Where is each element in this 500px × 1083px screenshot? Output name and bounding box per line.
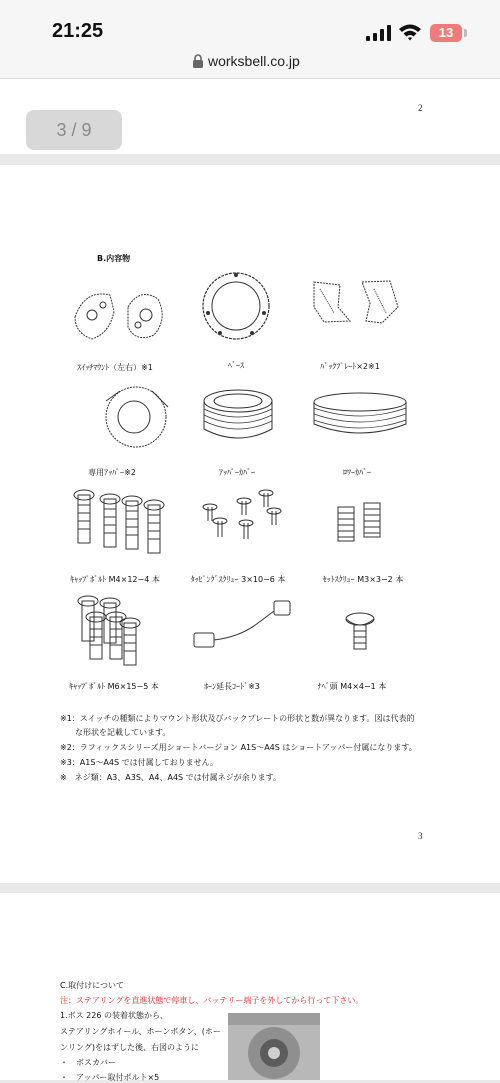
caption-dedicated-upper: 専用ｱｯﾊﾟｰ※2 bbox=[88, 468, 136, 477]
step-line-3: ンリング)をはずした後、右図のように bbox=[60, 1043, 199, 1052]
dedicated-upper-figure bbox=[98, 381, 174, 451]
cap-bolt-m4-figure bbox=[70, 487, 170, 559]
caption-tapping-screw: ﾀｯﾋﾟﾝｸﾞｽｸﾘｭｰ 3×10−6 本 bbox=[190, 575, 286, 584]
page-indicator: 3 / 9 bbox=[26, 110, 122, 150]
note-2: ※2：ラフィックスシリーズ用ショートバージョン A1S〜A4S はショートアッパー付属になります。 bbox=[60, 743, 417, 752]
battery-nub bbox=[464, 29, 467, 37]
back-plate-figure bbox=[310, 277, 402, 327]
horn-extension-cord-figure bbox=[190, 597, 294, 657]
caption-switch-mount: ｽｲｯﾁﾏｳﾝﾄ（左右）※1 bbox=[77, 363, 153, 372]
caption-base: ﾍﾞｰｽ bbox=[228, 361, 244, 370]
page-number: 2 bbox=[418, 103, 423, 113]
caption-cap-bolt-m4: ｷｬｯﾌﾟﾎﾞﾙﾄ M4×12−4 本 bbox=[70, 575, 160, 584]
tapping-screw-figure bbox=[196, 487, 286, 547]
note-4: ※ ネジ類：A3、A3S、A4、A4S では付属ネジが余ります。 bbox=[60, 773, 282, 782]
section-heading: C.取付けについて bbox=[60, 981, 124, 990]
set-screw-figure bbox=[332, 499, 388, 545]
caption-set-screw: ｾｯﾄｽｸﾘｭｰ M3×3−2 本 bbox=[322, 575, 404, 584]
caption-pan-head-screw: ﾅﾍﾞ頭 M4×4−1 本 bbox=[317, 682, 387, 691]
caption-cap-bolt-m6: ｷｬｯﾌﾟﾎﾞﾙﾄ M6×15−5 本 bbox=[69, 682, 159, 691]
step-bullet-2: ・ アッパー取付ボルト×5 bbox=[60, 1073, 160, 1082]
section-heading: B.内容物 bbox=[97, 254, 131, 263]
lock-icon bbox=[192, 54, 204, 68]
note-1: ※1：スイッチの種類によりマウント形状及びバックプレートの形状と数が異なります。図は代表的 bbox=[60, 714, 415, 723]
cap-bolt-m6-figure bbox=[74, 593, 146, 669]
step-bullet-1: ・ ボスカバー bbox=[60, 1058, 116, 1067]
caption-back-plate: ﾊﾞｯｸﾌﾟﾚｰﾄ×2※1 bbox=[320, 362, 380, 371]
note-1-cont: な形状を記載しています。 bbox=[75, 728, 171, 737]
caption-upper-cover: ｱｯﾊﾟｰｶﾊﾞｰ bbox=[219, 468, 255, 477]
caption-lower-cover: ﾛﾜｰｶﾊﾞｰ bbox=[343, 468, 371, 477]
base-figure bbox=[200, 267, 272, 345]
caption-horn-extension-cord: ﾎｰﾝ延長ｺｰﾄﾞ※3 bbox=[204, 682, 260, 691]
pdf-page-3 bbox=[0, 165, 500, 883]
cellular-signal-icon bbox=[366, 25, 392, 41]
switch-mount-figure bbox=[70, 277, 170, 352]
note-3: ※3：A1S〜A4S では付属しておりません。 bbox=[60, 758, 219, 767]
upper-cover-figure bbox=[200, 387, 276, 445]
page-number: 3 bbox=[418, 831, 423, 841]
step-line-2: ステアリングホイール、ホーンボタン、(ホー bbox=[60, 1027, 221, 1036]
lower-cover-figure bbox=[310, 390, 410, 440]
pdf-page-4 bbox=[0, 893, 500, 1080]
warning-text: 注：ステアリングを直進状態で停車し、バッテリー端子を外してから行って下さい。 bbox=[60, 996, 364, 1005]
url-text[interactable]: worksbell.co.jp bbox=[208, 53, 300, 69]
status-time: 21:25 bbox=[52, 20, 104, 42]
step-line-1: 1.ボス 226 の装着状態から、 bbox=[60, 1011, 168, 1020]
boss-photo bbox=[228, 1013, 320, 1080]
battery-level-badge: 13 bbox=[430, 24, 462, 42]
pan-head-screw-figure bbox=[342, 611, 378, 653]
wifi-icon bbox=[398, 23, 422, 41]
